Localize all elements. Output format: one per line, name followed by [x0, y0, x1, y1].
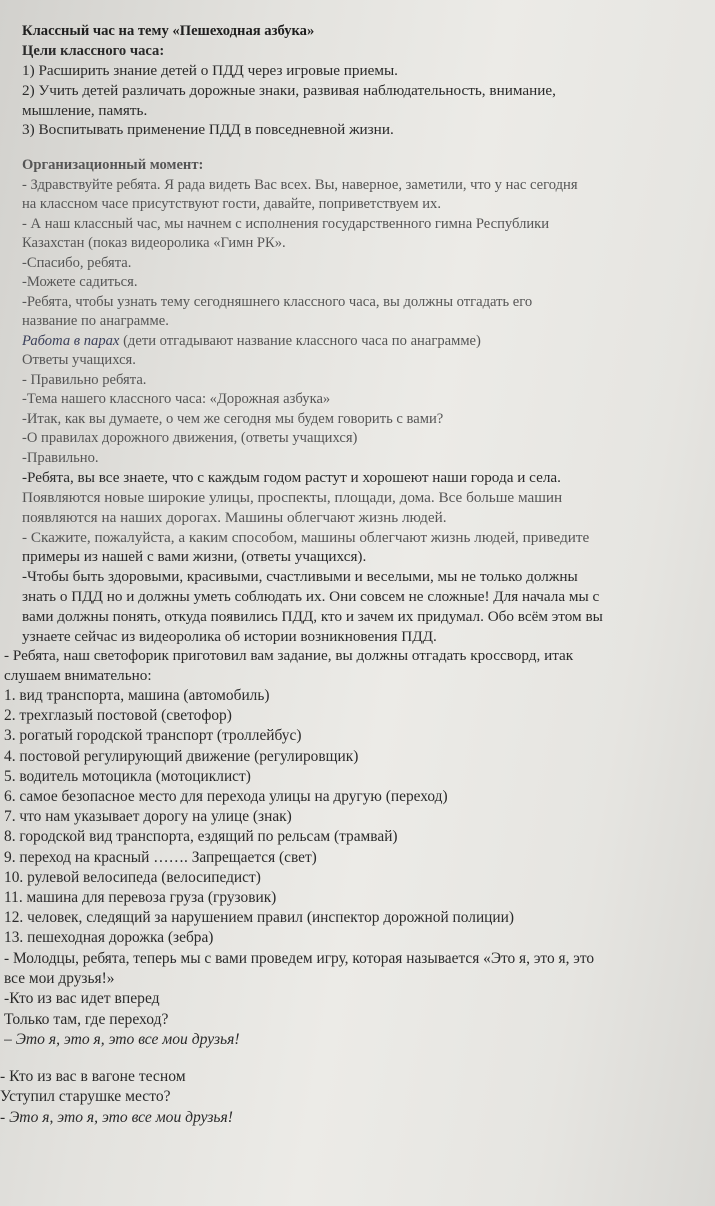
verse-line: - Кто из вас в вагоне тесном [0, 1067, 186, 1085]
crossword-item: 1. вид транспорта, машина (автомобиль) [4, 686, 270, 704]
dialog-line: Ответы учащихся. [22, 352, 136, 369]
verse-line: -Кто из вас идет вперед [4, 990, 160, 1007]
crossword-item: 3. рогатый городской транспорт (троллейбус) [4, 727, 302, 745]
dialog-line: -Чтобы быть здоровыми, красивыми, счастливыми и веселыми, мы не только должны [22, 568, 578, 586]
org-line: на классном часе присутствуют гости, давайте, поприветствуем их. [22, 196, 441, 213]
goal-line: 3) Воспитывать применение ПДД в повседневной жизни. [22, 121, 394, 139]
dialog-line: -Тема нашего классного часа: «Дорожная азбука» [22, 391, 331, 408]
pair-work-line [22, 332, 703, 352]
refrain-line: - Это я, это я, это все мои друзья! [0, 1108, 233, 1126]
dialog-line: -Правильно. [22, 449, 99, 466]
dialog-line: -Ребята, вы все знаете, что с каждым годом растут и хорошеют наши города и села. [22, 469, 561, 487]
dialog-line: примеры из нашей с вами жизни, (ответы учащихся). [22, 548, 367, 566]
crossword-item: 12. человек, следящий за нарушением правил (инспектор дорожной полиции) [4, 909, 515, 927]
pair-work-label: Работа в парах [22, 332, 120, 349]
org-heading: Организационный момент: [22, 157, 204, 174]
goal-line: 1) Расширить знание детей о ПДД через игровые приемы. [22, 62, 398, 79]
spacer [22, 140, 703, 156]
dialog-line: - Скажите, пожалуйста, а каким способом, машины облегчают жизнь людей, приведите [22, 528, 590, 546]
crossword-item: 5. водитель мотоцикла (мотоциклист) [4, 767, 251, 785]
poem-block [0, 989, 703, 1129]
pair-work-text: (дети отгадывают название классного часа по анаграмме) [119, 332, 481, 349]
org-line: название по анаграмме. [22, 313, 169, 330]
crossword-item: 9. переход на красный ……. Запрещается (свет) [4, 848, 317, 866]
verse-line: Уступил старушке место? [0, 1088, 171, 1106]
spacer [22, 1051, 703, 1067]
org-line: Казахстан (показ видеоролика «Гимн РК». [22, 235, 286, 252]
crossword-item: 2. трехглазый постовой (светофор) [4, 707, 232, 725]
dialog-line: знать о ПДД но и должны уметь соблюдать их. Они совсем не сложные! Для начала мы с [22, 587, 600, 605]
document-title: Классный час на тему «Пешеходная азбука» [22, 23, 315, 39]
dialog-line: узнаете сейчас из видеоролика об истории возникновения ПДД. [22, 627, 437, 645]
crossword-item: 10. рулевой велосипеда (велосипедист) [4, 868, 261, 886]
org-line: - Здравствуйте ребята. Я рада видеть Вас всех. Вы, наверное, заметили, что у нас сегодня [22, 176, 578, 193]
dialog-line: -Итак, как вы думаете, о чем же сегодня мы будем говорить с вами? [22, 410, 444, 427]
dialog-line: появляются на наших дорогах. Машины облегчают жизнь людей. [22, 508, 447, 526]
goal-line: 2) Учить детей различать дорожные знаки, развивая наблюдательность, внимание, [22, 81, 556, 99]
crossword-item: 7. что нам указывает дорогу на улице (знак) [4, 808, 292, 826]
dialog-line: Появляются новые широкие улицы, проспекты, площади, дома. Все больше машин [22, 488, 563, 506]
dialog-line: слушаем внимательно: [4, 667, 152, 685]
refrain-line: – Это я, это я, это все мои друзья! [4, 1031, 240, 1049]
crossword-item: 4. постовой регулирующий движение (регулировщик) [4, 747, 359, 765]
org-line: -Спасибо, ребята. [22, 254, 132, 271]
crossword-item: 8. городской вид транспорта, ездящий по рельсам (трамвай) [4, 828, 398, 846]
crossword-item: 6. самое безопасное место для перехода улицы на другую (переход) [4, 787, 448, 805]
crossword-item: 11. машина для перевоза груза (грузовик) [4, 888, 277, 906]
dialog-line: вами должны понять, откуда появились ПДД, кто и зачем их придумал. Обо всём этом вы [22, 607, 603, 625]
org-line: -Можете садиться. [22, 274, 138, 291]
org-line: -Ребята, чтобы узнать тему сегодняшнего классного часа, вы должны отгадать его [22, 293, 533, 310]
dialog-line: - Правильно ребята. [22, 371, 147, 388]
org-line: - А наш классный час, мы начнем с исполнения государственного гимна Республики [22, 215, 550, 232]
goal-line: мышление, память. [22, 101, 148, 119]
goals-heading: Цели классного часа: [22, 42, 165, 59]
verse-line: Только там, где переход? [4, 1010, 169, 1028]
dialog-line: - Ребята, наш светофорик приготовил вам задание, вы должны отгадать кроссворд, итак [4, 647, 574, 665]
dialog-line: -О правилах дорожного движения, (ответы учащихся) [22, 430, 358, 447]
crossword-item: 13. пешеходная дорожка (зебра) [4, 929, 214, 947]
game-intro-line: - Молодцы, ребята, теперь мы с вами проведем игру, которая называется «Это я, это я, это [4, 949, 595, 967]
game-intro-line: все мои друзья!» [4, 969, 115, 987]
